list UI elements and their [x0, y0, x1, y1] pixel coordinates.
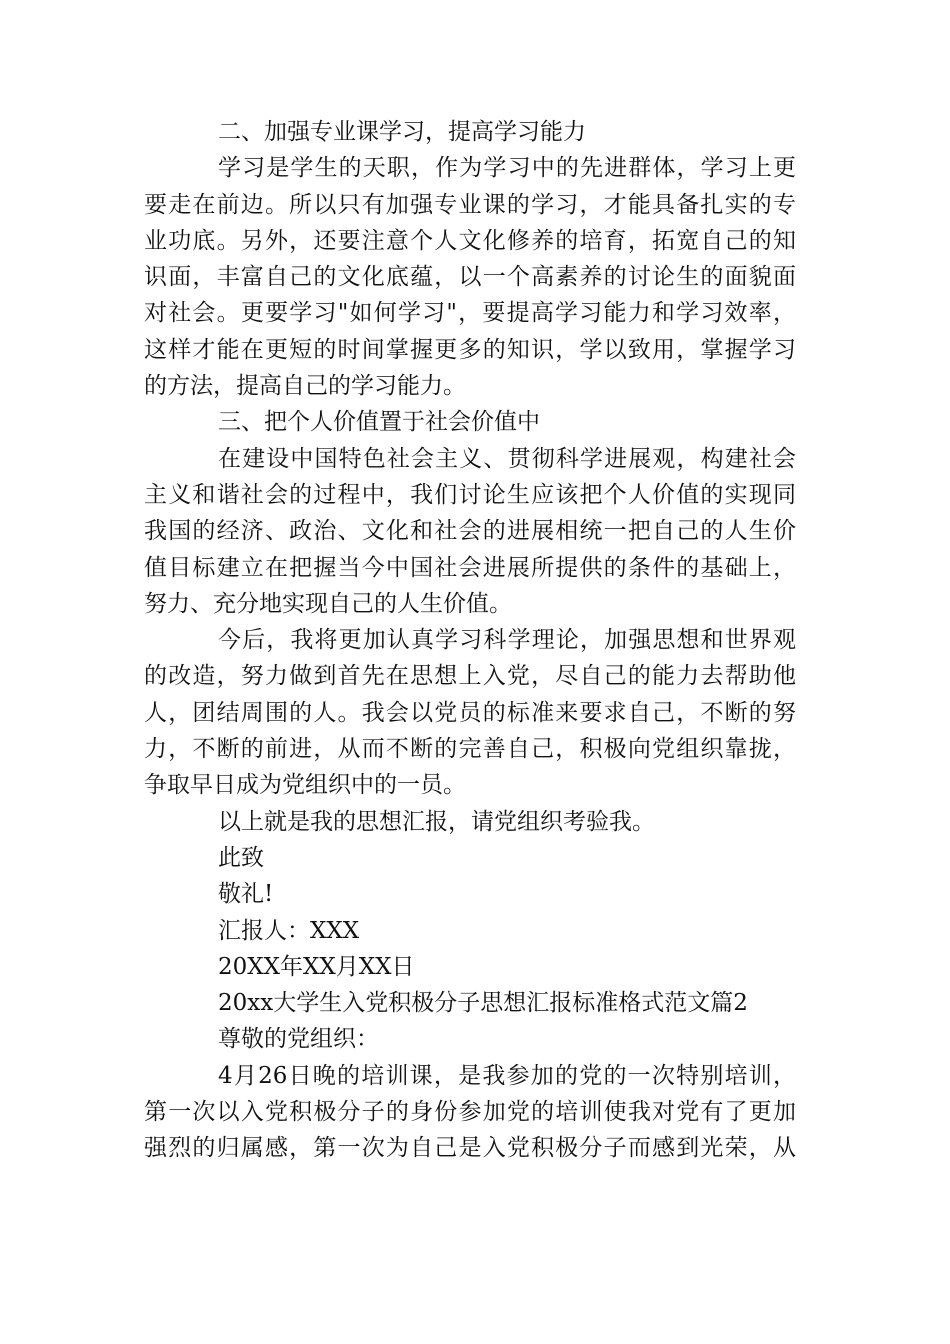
- paragraph-line: 学习是学生的天职，作为学习中的先进群体，学习上更: [218, 155, 796, 182]
- paragraph-line: 主义和谐社会的过程中，我们讨论生应该把个人价值的实现同: [144, 481, 796, 508]
- section-heading-3: 三、把个人价值置于社会价值中: [218, 409, 540, 436]
- paragraph-line: 识面，丰富自己的文化底蕴，以一个高素养的讨论生的面貌面: [144, 264, 796, 291]
- reporter-name: 汇报人：XXX: [218, 917, 360, 944]
- closing-statement: 以上就是我的思想汇报，请党组织考验我。: [218, 808, 655, 835]
- paragraph-line: 要走在前边。所以只有加强专业课的学习，才能具备扎实的专: [144, 191, 796, 218]
- article-title: 20xx大学生入党积极分子思想汇报标准格式范文篇2: [218, 990, 748, 1017]
- paragraph-line: 力，不断的前进，从而不断的完善自己，积极向党组织靠拢，: [144, 736, 796, 763]
- paragraph-line: 值目标建立在把握当今中国社会进展所提供的条件的基础上，: [144, 554, 796, 581]
- paragraph-line: 争取早日成为党组织中的一员。: [144, 772, 466, 799]
- salutation-regards: 敬礼!: [218, 881, 274, 908]
- paragraph-line: 强烈的归属感，第一次为自己是入党积极分子而感到光荣，从: [144, 1135, 796, 1162]
- paragraph-line: 努力、充分地实现自己的人生价值。: [144, 590, 512, 617]
- paragraph-line: 人，团结周围的人。我会以党员的标准来要求自己，不断的努: [144, 699, 796, 726]
- paragraph-line: 第一次以入党积极分子的身份参加党的培训使我对党有了更加: [144, 1099, 796, 1126]
- paragraph-line: 业功底。另外，还要注意个人文化修养的培育，拓宽自己的知: [144, 227, 796, 254]
- salutation: 此致: [218, 844, 264, 871]
- paragraph-line: 的改造，努力做到首先在思想上入党，尽自己的能力去帮助他: [144, 663, 796, 690]
- paragraph-line: 4月26日晚的培训课，是我参加的党的一次特别培训，: [218, 1062, 796, 1089]
- paragraph-line: 这样才能在更短的时间掌握更多的知识，学以致用，掌握学习: [144, 336, 796, 363]
- paragraph-line: 我国的经济、政治、文化和社会的进展相统一把自己的人生价: [144, 518, 796, 545]
- report-date: 20XX年XX月XX日: [218, 953, 415, 980]
- paragraph-line: 对社会。更要学习"如何学习"，要提高学习能力和学习效率，: [144, 300, 796, 327]
- greeting: 尊敬的党组织：: [218, 1026, 379, 1053]
- paragraph-line: 的方法，提高自己的学习能力。: [144, 373, 466, 400]
- document-body: [144, 114, 796, 1167]
- paragraph-line: 在建设中国特色社会主义、贯彻科学进展观，构建社会: [218, 445, 796, 472]
- paragraph-line: 今后，我将更加认真学习科学理论，加强思想和世界观: [218, 627, 796, 654]
- section-heading-2: 二、加强专业课学习，提高学习能力: [218, 119, 586, 145]
